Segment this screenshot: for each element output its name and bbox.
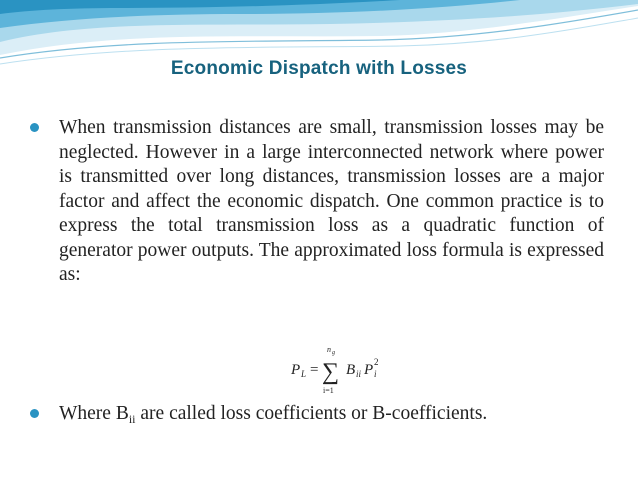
loss-formula-image <box>287 342 407 398</box>
formula-b: B <box>346 362 356 378</box>
formula-p-sup: 2 <box>374 357 379 367</box>
formula-sum-upper-sub: g <box>332 350 335 356</box>
formula-sum-lower: i=1 <box>323 386 334 395</box>
bullet-prefix: Where B <box>59 403 129 424</box>
bullet-item-loss-coefficients <box>30 402 604 432</box>
bullet-dot-icon <box>30 409 39 418</box>
formula-sum-symbol: ∑ <box>322 359 340 385</box>
slide-title: Economic Dispatch with Losses <box>170 58 468 79</box>
formula-lhs: P <box>291 362 301 378</box>
bullet-suffix: are called loss coefficients or B-coefficients. <box>135 403 488 424</box>
bullet-text: When transmission distances are small, transmission losses may be neglected. However in a large interconnected network where power is transmitted over long distances, transmission losses are a major factor and affect the economic dispatch. One common practice is to express the total transmission loss as a quadratic function of generator power outputs. The approximated loss formula is expressed as: <box>59 117 604 285</box>
bullet-item-transmission-losses <box>30 116 604 288</box>
bullet-text <box>59 402 604 432</box>
bullet-subscript: ii <box>128 412 136 426</box>
formula-p: P <box>364 362 374 378</box>
formula-sum-upper: n <box>327 345 331 354</box>
formula-b-sub: ii <box>356 369 362 379</box>
bullet-dot-icon <box>30 123 39 132</box>
formula-lhs-sub: L <box>301 369 307 379</box>
formula-p-sub: i <box>374 369 377 379</box>
formula-equals: = <box>310 362 319 378</box>
